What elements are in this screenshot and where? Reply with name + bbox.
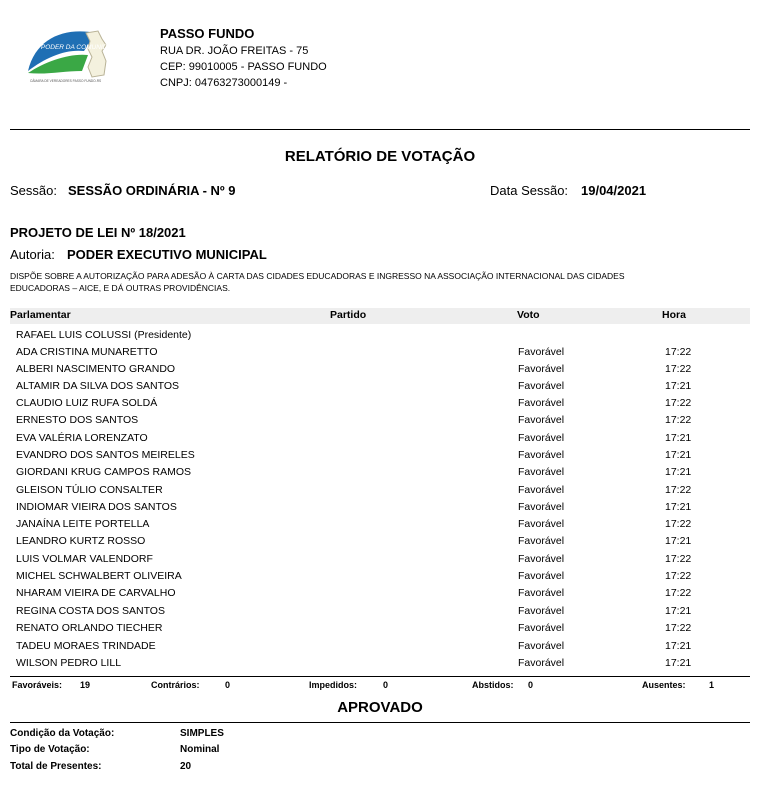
member-name: ADA CRISTINA MUNARETTO bbox=[16, 346, 158, 358]
member-vote-time: 17:22 bbox=[665, 414, 692, 426]
member-vote-time: 17:22 bbox=[665, 397, 692, 409]
member-vote-time: 17:21 bbox=[665, 466, 692, 478]
table-row bbox=[10, 605, 750, 622]
member-name: ALBERI NASCIMENTO GRANDO bbox=[16, 363, 176, 375]
member-vote-time: 17:22 bbox=[665, 363, 692, 375]
logo-subtext: CÂMARA DE VEREADORES PASSO FUNDO-RS bbox=[30, 79, 102, 83]
member-vote: Favorável bbox=[518, 657, 565, 669]
member-vote: Favorável bbox=[518, 535, 565, 547]
summary-absent-value: 1 bbox=[709, 680, 715, 690]
table-row bbox=[10, 518, 750, 535]
vote-result: APROVADO bbox=[337, 699, 423, 716]
condition-value: SIMPLES bbox=[180, 728, 224, 739]
summary-impeded-label: Impedidos: bbox=[309, 680, 358, 690]
member-vote: Favorável bbox=[518, 449, 565, 461]
table-row bbox=[10, 466, 750, 483]
summary-against-value: 0 bbox=[225, 680, 231, 690]
report-title: RELATÓRIO DE VOTAÇÃO bbox=[284, 148, 476, 165]
session-value: SESSÃO ORDINÁRIA - Nº 9 bbox=[68, 183, 236, 198]
table-row bbox=[10, 570, 750, 587]
member-vote: Favorável bbox=[518, 622, 565, 634]
summary-favor-value: 19 bbox=[80, 680, 91, 690]
member-vote: Favorável bbox=[518, 363, 565, 375]
member-vote: Favorável bbox=[518, 466, 565, 478]
member-name: TADEU MORAES TRINDADE bbox=[16, 640, 156, 652]
total-present-label: Total de Presentes: bbox=[10, 761, 102, 772]
table-row bbox=[10, 397, 750, 414]
member-vote: Favorável bbox=[518, 605, 565, 617]
member-name: LUIS VOLMAR VALENDORF bbox=[16, 553, 153, 565]
member-name: EVA VALÉRIA LORENZATO bbox=[16, 432, 148, 444]
member-name: NHARAM VIEIRA DE CARVALHO bbox=[16, 587, 176, 599]
condition-label: Condição da Votação: bbox=[10, 728, 115, 739]
project-description-line-1: DISPÕE SOBRE A AUTORIZAÇÃO PARA ADESÃO À CARTA DAS CIDADES EDUCADORAS E INGRESSO NA ASSOCIAÇÃO INTERNACIONAL DAS CIDADES bbox=[10, 271, 625, 281]
member-vote-time: 17:21 bbox=[665, 432, 692, 444]
header-divider bbox=[10, 129, 750, 130]
chamber-logo-icon bbox=[26, 27, 116, 87]
logo-text: O PODER DA COMUNIDADE bbox=[34, 44, 116, 51]
summary-favor-label: Favoráveis: bbox=[12, 680, 63, 690]
member-name: WILSON PEDRO LILL bbox=[16, 657, 122, 669]
member-name: CLAUDIO LUIZ RUFA SOLDÁ bbox=[16, 397, 158, 409]
member-vote-time: 17:21 bbox=[665, 380, 692, 392]
table-row bbox=[10, 587, 750, 604]
member-name: GIORDANI KRUG CAMPOS RAMOS bbox=[16, 466, 192, 478]
org-address: RUA DR. JOÃO FREITAS - 75 bbox=[160, 45, 309, 57]
member-vote-time: 17:22 bbox=[665, 484, 692, 496]
member-vote: Favorável bbox=[518, 397, 565, 409]
project-description-line-2: EDUCADORAS – AICE, E DÁ OUTRAS PROVIDÊNCIAS. bbox=[10, 283, 231, 293]
column-header-party: Partido bbox=[330, 309, 367, 321]
member-name: EVANDRO DOS SANTOS MEIRELES bbox=[16, 449, 195, 461]
member-name: RAFAEL LUIS COLUSSI (Presidente) bbox=[16, 329, 192, 341]
member-vote-time: 17:21 bbox=[665, 535, 692, 547]
member-name: ERNESTO DOS SANTOS bbox=[16, 414, 139, 426]
column-header-time: Hora bbox=[662, 309, 686, 321]
member-vote: Favorável bbox=[518, 432, 565, 444]
table-row bbox=[10, 363, 750, 380]
logo-statue-silhouette bbox=[86, 31, 106, 77]
column-header-vote: Voto bbox=[517, 309, 540, 321]
org-cep: CEP: 99010005 - PASSO FUNDO bbox=[160, 61, 327, 73]
member-vote-time: 17:21 bbox=[665, 501, 692, 513]
member-vote: Favorável bbox=[518, 640, 565, 652]
table-row bbox=[10, 553, 750, 570]
member-vote: Favorável bbox=[518, 570, 565, 582]
member-name: REGINA COSTA DOS SANTOS bbox=[16, 605, 165, 617]
table-row bbox=[10, 535, 750, 552]
summary-against-label: Contrários: bbox=[151, 680, 200, 690]
member-vote: Favorável bbox=[518, 553, 565, 565]
member-vote: Favorável bbox=[518, 484, 565, 496]
table-row bbox=[10, 640, 750, 657]
authorship-label: Autoria: bbox=[10, 247, 55, 262]
member-vote: Favorável bbox=[518, 380, 565, 392]
authorship-value: PODER EXECUTIVO MUNICIPAL bbox=[67, 247, 267, 262]
vote-type-value: Nominal bbox=[180, 744, 220, 755]
member-vote-time: 17:22 bbox=[665, 622, 692, 634]
result-divider bbox=[10, 722, 750, 723]
session-date-label: Data Sessão: bbox=[490, 183, 569, 198]
member-name: ALTAMIR DA SILVA DOS SANTOS bbox=[16, 380, 179, 392]
table-row bbox=[10, 449, 750, 466]
org-cnpj: CNPJ: 04763273000149 - bbox=[160, 77, 288, 89]
member-vote-time: 17:22 bbox=[665, 553, 692, 565]
session-label: Sessão: bbox=[10, 183, 57, 198]
member-vote: Favorável bbox=[518, 501, 565, 513]
member-vote: Favorável bbox=[518, 414, 565, 426]
member-name: LEANDRO KURTZ ROSSO bbox=[16, 535, 146, 547]
summary-abstain-label: Abstidos: bbox=[472, 680, 514, 690]
project-title: PROJETO DE LEI Nº 18/2021 bbox=[10, 225, 186, 240]
member-name: RENATO ORLANDO TIECHER bbox=[16, 622, 163, 634]
member-vote-time: 17:21 bbox=[665, 640, 692, 652]
table-header-bar bbox=[10, 308, 750, 324]
table-row bbox=[10, 346, 750, 363]
member-vote: Favorável bbox=[518, 518, 565, 530]
session-date-value: 19/04/2021 bbox=[581, 183, 647, 198]
column-header-member: Parlamentar bbox=[10, 309, 71, 321]
summary-divider bbox=[10, 676, 750, 677]
total-present-value: 20 bbox=[180, 761, 192, 772]
table-row bbox=[10, 380, 750, 397]
member-name: INDIOMAR VIEIRA DOS SANTOS bbox=[16, 501, 177, 513]
member-vote-time: 17:22 bbox=[665, 346, 692, 358]
member-name: JANAÍNA LEITE PORTELLA bbox=[16, 518, 150, 530]
member-vote-time: 17:22 bbox=[665, 587, 692, 599]
table-row bbox=[10, 657, 750, 674]
member-name: GLEISON TÚLIO CONSALTER bbox=[16, 484, 163, 496]
table-row bbox=[10, 329, 750, 346]
org-name: PASSO FUNDO bbox=[160, 26, 255, 41]
summary-absent-label: Ausentes: bbox=[642, 680, 686, 690]
table-row bbox=[10, 484, 750, 501]
table-row bbox=[10, 432, 750, 449]
member-vote: Favorável bbox=[518, 587, 565, 599]
member-vote-time: 17:21 bbox=[665, 605, 692, 617]
member-vote-time: 17:22 bbox=[665, 570, 692, 582]
vote-type-label: Tipo de Votação: bbox=[10, 744, 90, 755]
member-vote-time: 17:22 bbox=[665, 518, 692, 530]
table-row bbox=[10, 622, 750, 639]
table-row bbox=[10, 414, 750, 431]
member-vote: Favorável bbox=[518, 346, 565, 358]
member-name: MICHEL SCHWALBERT OLIVEIRA bbox=[16, 570, 182, 582]
summary-abstain-value: 0 bbox=[528, 680, 534, 690]
table-row bbox=[10, 501, 750, 518]
chamber-logo bbox=[26, 27, 116, 87]
member-vote-time: 17:21 bbox=[665, 449, 692, 461]
project-description bbox=[10, 270, 710, 294]
summary-impeded-value: 0 bbox=[383, 680, 389, 690]
member-vote-time: 17:21 bbox=[665, 657, 692, 669]
